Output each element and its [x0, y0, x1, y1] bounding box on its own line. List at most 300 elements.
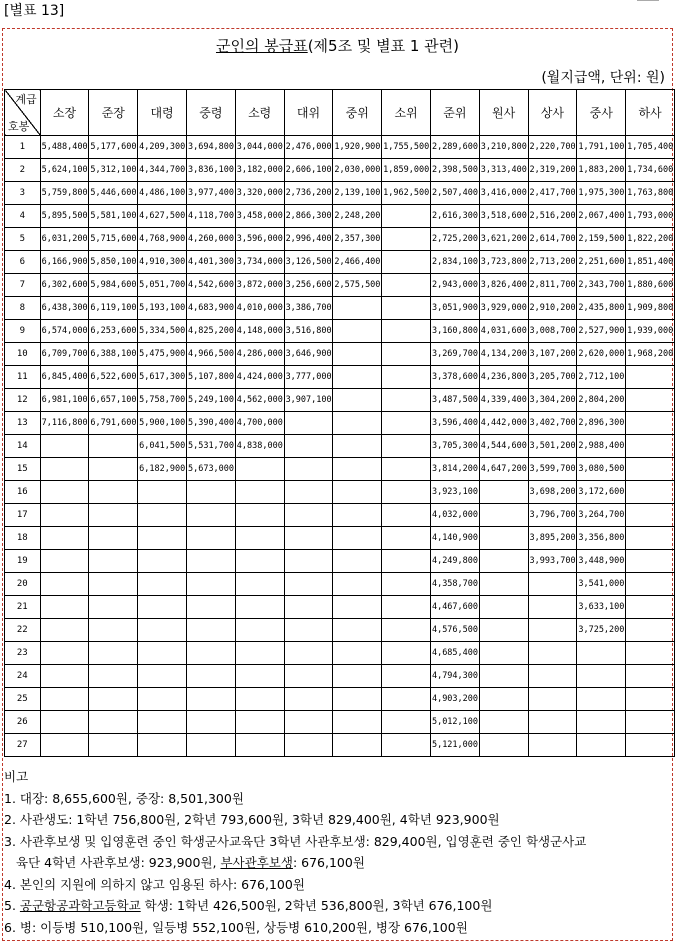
pay-cell: 1,793,000 [626, 205, 675, 228]
title-reference: (제5조 및 별표 1 관련) [307, 37, 459, 55]
table-row [5, 665, 675, 688]
table-row [5, 136, 675, 159]
pay-cell [577, 665, 626, 688]
pay-cell [235, 734, 284, 757]
pay-table [4, 89, 675, 757]
pay-cell: 2,516,200 [528, 205, 577, 228]
table-row [5, 205, 675, 228]
rank-header: 대령 [138, 90, 187, 136]
pay-cell: 6,574,000 [40, 320, 89, 343]
pay-cell: 3,107,200 [528, 343, 577, 366]
step-number: 20 [5, 573, 41, 596]
pay-cell: 6,388,100 [89, 343, 138, 366]
top-divider [637, 0, 659, 1]
pay-cell: 2,319,200 [528, 159, 577, 182]
pay-cell: 2,139,100 [333, 182, 382, 205]
pay-cell: 1,791,100 [577, 136, 626, 159]
pay-cell: 3,044,000 [235, 136, 284, 159]
pay-cell: 3,264,700 [577, 504, 626, 527]
pay-cell: 5,012,100 [430, 711, 479, 734]
step-number: 11 [5, 366, 41, 389]
pay-cell [626, 573, 675, 596]
pay-cell [626, 458, 675, 481]
pay-cell [235, 527, 284, 550]
pay-cell: 5,177,600 [89, 136, 138, 159]
unit-note: (월지급액, 단위: 원) [541, 70, 665, 86]
pay-cell: 4,249,800 [430, 550, 479, 573]
pay-cell [333, 688, 382, 711]
header-row [5, 90, 675, 136]
pay-cell: 1,968,200 [626, 343, 675, 366]
table-row [5, 711, 675, 734]
pay-cell: 6,981,100 [40, 389, 89, 412]
pay-cell [333, 665, 382, 688]
pay-cell [186, 550, 235, 573]
pay-cell [89, 642, 138, 665]
pay-cell: 3,518,600 [479, 205, 528, 228]
pay-cell: 2,988,400 [577, 435, 626, 458]
pay-cell [40, 642, 89, 665]
pay-cell: 6,182,900 [138, 458, 187, 481]
pay-cell: 3,694,800 [186, 136, 235, 159]
pay-cell: 4,467,600 [430, 596, 479, 619]
step-number: 26 [5, 711, 41, 734]
pay-cell: 4,134,200 [479, 343, 528, 366]
pay-cell [40, 665, 89, 688]
pay-cell [186, 665, 235, 688]
pay-cell [186, 596, 235, 619]
pay-cell: 5,850,100 [89, 251, 138, 274]
pay-cell: 6,031,200 [40, 228, 89, 251]
pay-cell [40, 596, 89, 619]
rank-header: 하사 [626, 90, 675, 136]
pay-cell [235, 481, 284, 504]
pay-cell [479, 688, 528, 711]
rank-header: 소위 [382, 90, 431, 136]
pay-cell [577, 734, 626, 757]
pay-cell: 4,401,300 [186, 251, 235, 274]
pay-cell [89, 481, 138, 504]
pay-cell: 3,008,700 [528, 320, 577, 343]
pay-cell [138, 688, 187, 711]
pay-cell: 4,576,500 [430, 619, 479, 642]
pay-cell: 4,344,700 [138, 159, 187, 182]
pay-cell: 3,977,400 [186, 182, 235, 205]
note-text: : 676,100원 [292, 855, 365, 870]
pay-cell [235, 619, 284, 642]
step-number: 7 [5, 274, 41, 297]
pay-cell: 6,657,100 [89, 389, 138, 412]
pay-cell [382, 573, 431, 596]
step-number: 18 [5, 527, 41, 550]
annex-label: [별표 13] [4, 3, 65, 19]
table-row [5, 527, 675, 550]
pay-cell: 2,417,700 [528, 182, 577, 205]
pay-cell [89, 573, 138, 596]
pay-cell: 2,736,200 [284, 182, 333, 205]
pay-cell [284, 734, 333, 757]
pay-cell: 3,923,100 [430, 481, 479, 504]
table-row [5, 435, 675, 458]
pay-cell [333, 527, 382, 550]
pay-cell [235, 458, 284, 481]
rank-label: 계급 [15, 93, 37, 106]
pay-cell [138, 573, 187, 596]
pay-cell [479, 550, 528, 573]
table-row [5, 297, 675, 320]
pay-cell [333, 297, 382, 320]
pay-cell [333, 711, 382, 734]
pay-cell: 4,236,800 [479, 366, 528, 389]
pay-cell: 3,633,100 [577, 596, 626, 619]
pay-cell [284, 527, 333, 550]
pay-cell: 4,683,900 [186, 297, 235, 320]
pay-cell: 2,713,200 [528, 251, 577, 274]
pay-cell: 2,289,600 [430, 136, 479, 159]
pay-cell [284, 458, 333, 481]
table-row [5, 274, 675, 297]
pay-cell [235, 573, 284, 596]
pay-cell [382, 642, 431, 665]
pay-cell: 6,845,400 [40, 366, 89, 389]
pay-cell [89, 619, 138, 642]
pay-cell [333, 550, 382, 573]
pay-table-body [5, 136, 675, 757]
step-number: 10 [5, 343, 41, 366]
step-number: 2 [5, 159, 41, 182]
pay-cell [89, 665, 138, 688]
pay-cell: 5,531,700 [186, 435, 235, 458]
step-number: 5 [5, 228, 41, 251]
pay-cell [528, 596, 577, 619]
pay-cell: 5,121,000 [430, 734, 479, 757]
pay-cell [479, 711, 528, 734]
note-item: 1. 대장: 8,655,600원, 중장: 8,501,300원 [4, 790, 244, 806]
pay-cell: 3,599,700 [528, 458, 577, 481]
pay-cell [382, 527, 431, 550]
pay-cell [626, 527, 675, 550]
pay-cell: 3,725,200 [577, 619, 626, 642]
pay-cell: 2,616,300 [430, 205, 479, 228]
pay-cell: 2,030,000 [333, 159, 382, 182]
pay-cell [235, 550, 284, 573]
pay-cell [284, 550, 333, 573]
note-underlined-term: 공군항공과학고등학교 [19, 898, 141, 913]
step-label: 호봉 [8, 120, 30, 133]
pay-cell [382, 619, 431, 642]
pay-cell [138, 711, 187, 734]
pay-cell [138, 596, 187, 619]
pay-cell [382, 228, 431, 251]
pay-cell: 4,140,900 [430, 527, 479, 550]
pay-cell [284, 573, 333, 596]
pay-cell: 5,759,800 [40, 182, 89, 205]
pay-cell [626, 596, 675, 619]
pay-cell: 4,148,000 [235, 320, 284, 343]
pay-cell: 3,313,400 [479, 159, 528, 182]
pay-cell: 3,160,800 [430, 320, 479, 343]
pay-cell [382, 435, 431, 458]
pay-cell: 4,339,400 [479, 389, 528, 412]
pay-cell: 2,606,100 [284, 159, 333, 182]
step-number: 27 [5, 734, 41, 757]
pay-cell: 3,126,500 [284, 251, 333, 274]
pay-cell: 2,896,300 [577, 412, 626, 435]
pay-cell: 1,975,300 [577, 182, 626, 205]
pay-cell [138, 734, 187, 757]
pay-cell: 3,458,000 [235, 205, 284, 228]
pay-cell [138, 665, 187, 688]
pay-cell: 1,909,800 [626, 297, 675, 320]
pay-cell [479, 619, 528, 642]
note-text: 육단 4학년 사관후보생: 923,900원, [16, 855, 221, 870]
pay-cell: 4,910,300 [138, 251, 187, 274]
pay-cell [284, 481, 333, 504]
pay-cell [382, 366, 431, 389]
corner-cell [5, 90, 41, 136]
pay-cell [479, 573, 528, 596]
step-number: 14 [5, 435, 41, 458]
pay-cell: 3,487,500 [430, 389, 479, 412]
table-row [5, 251, 675, 274]
pay-cell: 5,984,600 [89, 274, 138, 297]
pay-cell [577, 642, 626, 665]
pay-cell [40, 573, 89, 596]
pay-cell [89, 458, 138, 481]
rank-header: 상사 [528, 90, 577, 136]
pay-cell: 4,031,600 [479, 320, 528, 343]
step-number: 12 [5, 389, 41, 412]
pay-cell: 2,614,700 [528, 228, 577, 251]
pay-cell: 2,343,700 [577, 274, 626, 297]
step-number: 24 [5, 665, 41, 688]
pay-cell: 3,516,800 [284, 320, 333, 343]
pay-cell: 4,209,300 [138, 136, 187, 159]
pay-cell: 5,446,600 [89, 182, 138, 205]
pay-cell [89, 504, 138, 527]
pay-cell [382, 320, 431, 343]
pay-cell: 3,836,100 [186, 159, 235, 182]
pay-cell [382, 274, 431, 297]
pay-cell [186, 573, 235, 596]
pay-cell [333, 435, 382, 458]
pay-cell [626, 642, 675, 665]
pay-cell: 3,541,000 [577, 573, 626, 596]
pay-cell [382, 205, 431, 228]
table-row [5, 734, 675, 757]
pay-cell: 4,260,000 [186, 228, 235, 251]
pay-cell: 2,466,400 [333, 251, 382, 274]
pay-cell [284, 504, 333, 527]
table-row [5, 228, 675, 251]
rank-header: 중령 [186, 90, 235, 136]
note-item [4, 895, 672, 917]
pay-cell: 4,966,500 [186, 343, 235, 366]
pay-cell [284, 688, 333, 711]
step-number: 19 [5, 550, 41, 573]
pay-cell: 5,488,400 [40, 136, 89, 159]
pay-cell [40, 734, 89, 757]
pay-cell [382, 458, 431, 481]
pay-cell: 1,859,000 [382, 159, 431, 182]
pay-cell: 2,159,500 [577, 228, 626, 251]
step-number: 17 [5, 504, 41, 527]
table-row [5, 182, 675, 205]
notes-section [4, 766, 672, 938]
pay-cell: 3,907,100 [284, 389, 333, 412]
pay-cell [528, 642, 577, 665]
pay-cell [138, 481, 187, 504]
pay-cell [626, 619, 675, 642]
pay-cell: 4,562,000 [235, 389, 284, 412]
pay-cell [626, 734, 675, 757]
table-row [5, 320, 675, 343]
pay-cell: 3,182,000 [235, 159, 284, 182]
pay-cell: 5,249,100 [186, 389, 235, 412]
rank-header: 중사 [577, 90, 626, 136]
pay-cell: 1,705,400 [626, 136, 675, 159]
pay-cell [138, 527, 187, 550]
pay-cell: 3,929,000 [479, 297, 528, 320]
pay-cell [40, 711, 89, 734]
pay-cell [138, 642, 187, 665]
pay-cell [479, 504, 528, 527]
rank-header: 소령 [235, 90, 284, 136]
pay-cell [40, 527, 89, 550]
rank-header: 준위 [430, 90, 479, 136]
pay-cell: 3,872,000 [235, 274, 284, 297]
pay-cell: 4,647,200 [479, 458, 528, 481]
pay-cell: 3,205,700 [528, 366, 577, 389]
pay-cell: 3,320,000 [235, 182, 284, 205]
pay-cell: 4,424,000 [235, 366, 284, 389]
pay-cell: 5,715,600 [89, 228, 138, 251]
rank-header: 준장 [89, 90, 138, 136]
pay-cell: 4,768,900 [138, 228, 187, 251]
pay-cell [626, 550, 675, 573]
pay-cell [333, 389, 382, 412]
pay-cell: 5,334,500 [138, 320, 187, 343]
pay-cell: 4,544,600 [479, 435, 528, 458]
step-number: 1 [5, 136, 41, 159]
pay-cell [333, 596, 382, 619]
pay-cell [626, 665, 675, 688]
pay-cell: 1,939,000 [626, 320, 675, 343]
pay-cell [40, 481, 89, 504]
pay-cell: 5,895,500 [40, 205, 89, 228]
pay-cell [626, 412, 675, 435]
pay-cell [186, 481, 235, 504]
pay-cell: 4,700,000 [235, 412, 284, 435]
pay-cell [235, 688, 284, 711]
note-underlined-term: 부사관후보생 [220, 855, 293, 870]
pay-cell: 2,575,500 [333, 274, 382, 297]
pay-cell: 3,646,900 [284, 343, 333, 366]
pay-cell: 3,416,000 [479, 182, 528, 205]
pay-cell [577, 711, 626, 734]
pay-cell: 5,758,700 [138, 389, 187, 412]
table-row [5, 688, 675, 711]
page-title [0, 35, 675, 56]
pay-cell: 2,220,700 [528, 136, 577, 159]
pay-cell: 3,777,000 [284, 366, 333, 389]
pay-cell: 2,910,200 [528, 297, 577, 320]
pay-cell [89, 711, 138, 734]
table-row [5, 159, 675, 182]
pay-cell: 5,390,400 [186, 412, 235, 435]
step-number: 16 [5, 481, 41, 504]
pay-cell [382, 665, 431, 688]
pay-cell: 2,943,000 [430, 274, 479, 297]
pay-cell [382, 504, 431, 527]
pay-cell: 1,920,900 [333, 136, 382, 159]
pay-cell: 3,378,600 [430, 366, 479, 389]
step-number: 4 [5, 205, 41, 228]
pay-cell: 6,041,500 [138, 435, 187, 458]
pay-cell: 2,476,000 [284, 136, 333, 159]
note-item-continued [4, 852, 672, 874]
pay-cell [235, 596, 284, 619]
pay-cell [138, 504, 187, 527]
pay-cell: 6,522,600 [89, 366, 138, 389]
pay-cell [284, 642, 333, 665]
pay-cell [186, 642, 235, 665]
pay-cell: 2,435,800 [577, 297, 626, 320]
pay-cell [40, 550, 89, 573]
pay-cell: 3,386,700 [284, 297, 333, 320]
table-row [5, 596, 675, 619]
pay-cell: 1,883,200 [577, 159, 626, 182]
pay-cell: 3,448,900 [577, 550, 626, 573]
pay-cell: 7,116,800 [40, 412, 89, 435]
pay-cell [479, 596, 528, 619]
pay-cell [528, 573, 577, 596]
pay-cell: 3,814,200 [430, 458, 479, 481]
pay-cell: 3,402,700 [528, 412, 577, 435]
pay-cell [528, 665, 577, 688]
pay-cell: 3,051,900 [430, 297, 479, 320]
pay-cell: 3,304,200 [528, 389, 577, 412]
pay-cell [528, 619, 577, 642]
pay-cell: 3,698,200 [528, 481, 577, 504]
pay-cell [626, 435, 675, 458]
pay-cell [528, 734, 577, 757]
pay-cell [626, 688, 675, 711]
pay-cell: 6,302,600 [40, 274, 89, 297]
table-row [5, 343, 675, 366]
pay-cell [333, 458, 382, 481]
pay-cell [186, 527, 235, 550]
pay-cell [284, 711, 333, 734]
pay-cell [626, 389, 675, 412]
pay-cell: 2,248,200 [333, 205, 382, 228]
pay-cell [382, 412, 431, 435]
pay-cell [382, 550, 431, 573]
pay-cell: 6,119,100 [89, 297, 138, 320]
pay-cell: 3,596,000 [235, 228, 284, 251]
pay-cell: 5,673,000 [186, 458, 235, 481]
pay-cell [235, 504, 284, 527]
pay-cell: 1,734,600 [626, 159, 675, 182]
table-row [5, 642, 675, 665]
pay-cell: 2,067,400 [577, 205, 626, 228]
pay-cell [333, 642, 382, 665]
pay-cell: 5,312,100 [89, 159, 138, 182]
pay-cell: 3,826,400 [479, 274, 528, 297]
pay-cell [235, 665, 284, 688]
pay-cell: 1,755,500 [382, 136, 431, 159]
step-number: 6 [5, 251, 41, 274]
